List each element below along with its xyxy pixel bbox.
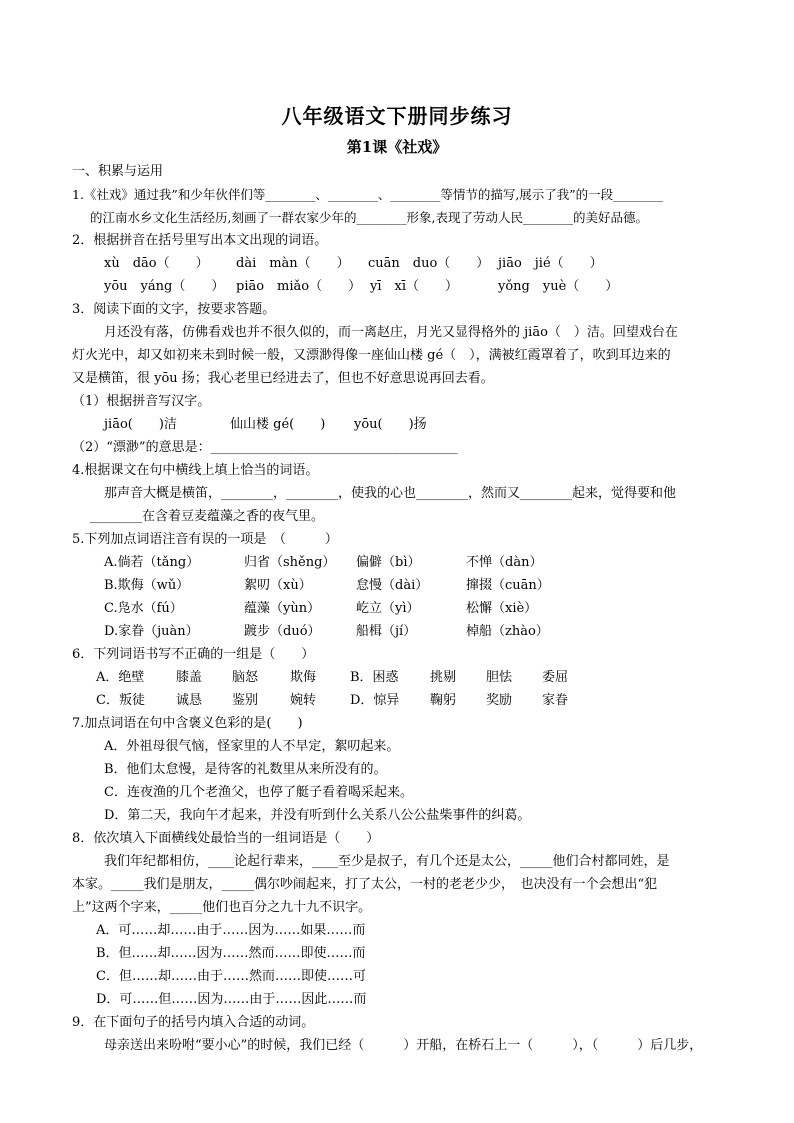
q6-stem: 6．下列词语书写不正确的一组是（ ） <box>72 647 315 662</box>
q3-sub1-item: 仙山楼 gé( ) <box>230 417 326 432</box>
q6-word: B．困惑 <box>350 670 399 685</box>
q6-word: 婉转 <box>290 693 317 708</box>
q6-word: 脑怒 <box>232 670 259 685</box>
q2-item: yōu yáng（ ） <box>104 279 225 294</box>
q1-line-2: 的江南水乡文化生活经历,刻画了一群农家少年的________形象,表现了劳动人民________的美好品德。 <box>90 210 648 225</box>
q5-stem: 5.下列加点词语注音有误的一项是 （ ） <box>72 532 338 547</box>
q6-word: 诚恳 <box>176 693 203 708</box>
q2-item: jiāo jié（ ） <box>498 256 603 271</box>
q1-line-1: 1.《社戏》通过我”和少年伙伴们等________、________、________等情节的描写,展示了我”的一段________ <box>72 187 664 202</box>
q5-option: 撺掇（cuān） <box>466 578 550 593</box>
q3-passage-line: 又是横笛，很 yōu 扬；我心老里已经进去了，但也不好意思说再回去看。 <box>72 371 494 386</box>
q5-option: B.欺侮（wǔ） <box>104 578 190 593</box>
q8-passage-line: 我们年纪都相仿，____论起行辈来，____至少是叔子，有几个还是太公，_____他们合村都同姓，是 <box>104 854 670 869</box>
q2-item: xù dāo（ ） <box>104 256 209 271</box>
q3-stem: 3．阅读下面的文字，按要求答题。 <box>72 302 276 317</box>
q3-sub1: （1）根据拼音写汉字。 <box>72 394 211 409</box>
q5-option: 蕴藻（yùn） <box>244 601 321 616</box>
q5-option: 松懈（xiè） <box>466 601 538 616</box>
q3-passage-line: 灯火光中，却又如初来未到时候一般，又漂渺得像一座仙山楼 gé（ ），满被红霞罩着了，吹到耳边来的 <box>72 348 671 363</box>
q5-option: 踱步（duó） <box>244 624 321 639</box>
q3-sub2: （2）“漂渺”的意思是：______________________________________ <box>72 440 458 455</box>
q2-item: dài màn（ ） <box>236 256 350 271</box>
q2-stem: 2．根据拼音在括号里写出本文出现的词语。 <box>72 233 328 248</box>
q5-option: 絮叨（xù） <box>244 578 312 593</box>
page-title: 八年级语文下册同步练习 <box>281 104 513 128</box>
q7-option: B．他们太怠慢，是待客的礼数里从来所没有的。 <box>104 762 387 777</box>
q7-option: C．连夜渔的几个老渔父，也停了艇子看着喝采起来。 <box>104 785 413 800</box>
q5-option: 怠慢（dài） <box>356 578 429 593</box>
q8-stem: 8．依次填入下面横线处最恰当的一组词语是（ ） <box>72 831 380 846</box>
q5-option: 归省（shěng） <box>244 555 336 570</box>
q6-word: 胆怯 <box>486 670 513 685</box>
q8-passage-line: 上”这两个字来，_____他们也百分之九十九不识字。 <box>72 900 372 915</box>
q8-passage-line: 本家。_____我们是朋友，_____偶尔吵闹起来，打了太公，一村的老老少少， 也决没有一个会想出“犯 <box>72 877 658 892</box>
q6-word: 家眷 <box>542 693 569 708</box>
q3-passage-line: 月还没有落，仿佛看戏也并不很久似的，而一离赵庄，月光又显得格外的 jiāo（ ）洁。回望戏台在 <box>104 325 678 340</box>
q6-word: C．叛徒 <box>96 693 145 708</box>
q5-option: A.倘若（tǎng） <box>104 555 200 570</box>
q7-option: A．外祖母很气恼，怪家里的人不早定，絮叨起来。 <box>104 739 400 754</box>
q6-word: D．惊异 <box>350 693 400 708</box>
q3-sub1-item: jiāo( )洁 <box>104 417 177 432</box>
q2-item: yī xī（ ） <box>370 279 458 294</box>
lesson-subtitle: 第1课《社戏》 <box>346 138 448 156</box>
q6-word: 膝盖 <box>176 670 203 685</box>
q8-option: C．但……却……由于……然而……即使……可 <box>96 969 366 984</box>
q8-option: D．可……但……因为……由于……因此……而 <box>96 992 367 1007</box>
q5-option: 棹船（zhào） <box>466 624 549 639</box>
q2-item: yǒng yuè（ ） <box>498 279 619 294</box>
q3-sub1-item: yōu( )扬 <box>354 417 427 432</box>
q5-option: 屹立（yì） <box>356 601 420 616</box>
q5-option: D.家眷（juàn） <box>104 624 199 639</box>
q4-line-1: 那声音大概是横笛，________，________，使我的心也________，然而又________起来，觉得要和他 <box>104 486 677 501</box>
q4-stem: 4.根据课文在句中横线上填上恰当的词语。 <box>72 463 319 478</box>
q6-word: 欺侮 <box>290 670 317 685</box>
q9-stem: 9．在下面句子的括号内填入合适的动词。 <box>72 1015 315 1030</box>
q5-option: 偏僻（bì） <box>356 555 421 570</box>
q8-option: B．但……却……因为……然而……即使……而 <box>96 946 366 961</box>
q7-stem: 7.加点词语在句中含褒义色彩的是( ) <box>72 716 303 731</box>
q5-option: 不惮（dàn） <box>466 555 543 570</box>
q5-option: C.凫水（fú） <box>104 601 183 616</box>
q4-line-2: ________在含着豆麦蕴藻之香的夜气里。 <box>90 509 325 524</box>
q2-item: piāo miǎo（ ） <box>236 279 362 294</box>
q6-word: 挑剔 <box>430 670 457 685</box>
q9-line-1: 母亲送出来吩咐“要小心”的时候，我们已经（ ）开船，在桥石上一（ ），（ ）后几步， <box>104 1038 703 1053</box>
section-heading: 一、积累与运用 <box>72 164 164 179</box>
q2-item: cuān duo（ ） <box>368 256 490 271</box>
q6-word: 鉴别 <box>232 693 259 708</box>
q7-option: D．第二天，我向午才起来，并没有听到什么关系八公公盐柴事件的纠葛。 <box>104 808 531 823</box>
q5-option: 船楫（jí） <box>356 624 417 639</box>
q6-word: A．绝壁 <box>96 670 145 685</box>
q6-word: 委屈 <box>542 670 569 685</box>
q8-option: A．可……却……由于……因为……如果……而 <box>96 923 366 938</box>
q6-word: 鞠躬 <box>430 693 457 708</box>
q6-word: 奖励 <box>486 693 513 708</box>
